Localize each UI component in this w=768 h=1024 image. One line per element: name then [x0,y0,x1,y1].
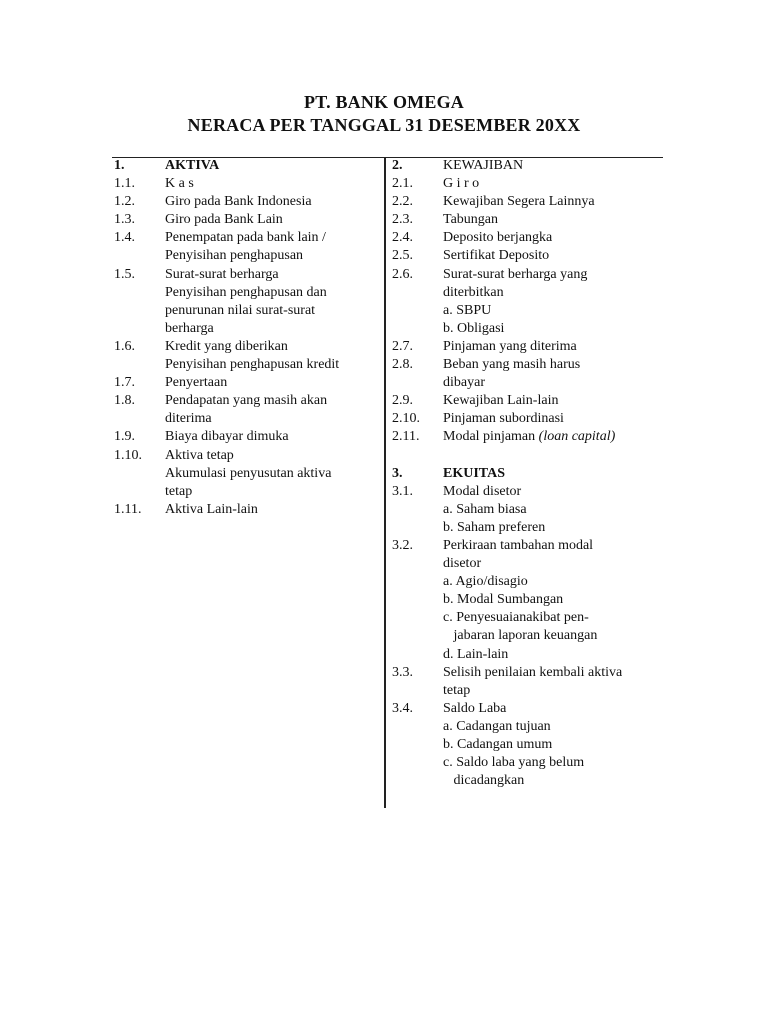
kewajiban-row-number: 2.9. [392,393,413,409]
aktiva-row [114,175,380,193]
kewajiban-row-label [443,410,664,428]
ekuitas-row [392,573,664,591]
aktiva-row-number: 1.4. [114,230,135,246]
aktiva-row-number: 1.1. [114,176,135,192]
kewajiban-row-number: 2.6. [392,266,413,282]
ekuitas-row [392,519,664,537]
aktiva-row [114,465,380,483]
aktiva-row-text: Giro pada Bank Indonesia [165,194,312,210]
kewajiban-row [392,338,664,356]
ekuitas-row-number [392,591,443,609]
kewajiban-row-text: Deposito berjangka [443,230,553,246]
aktiva-row [114,428,380,446]
kewajiban-row [392,211,664,229]
ekuitas-row-text: Selisih penilaian kembali aktiva [443,664,623,680]
aktiva-row-number [114,483,165,501]
aktiva-row-label [165,447,380,465]
ekuitas-row [392,754,664,772]
ekuitas-row-text: jabaran laporan keuangan [443,628,598,644]
aktiva-row-text: Pendapatan yang masih akan [165,393,328,409]
aktiva-row-number [114,356,165,374]
aktiva-row-label [165,392,380,410]
ekuitas-row-number: 3.4. [392,700,413,716]
aktiva-row-text: Penyisihan penghapusan kredit [165,357,340,373]
ekuitas-row-text: tetap [443,682,471,698]
aktiva-row-label [165,501,380,519]
aktiva-row-number: 1.7. [114,375,135,391]
ekuitas-row [392,501,664,519]
kewajiban-row-label [443,175,664,193]
kewajiban-row-label [443,284,664,302]
kewajiban-row-label [443,428,664,446]
ekuitas-row [392,664,664,682]
ekuitas-row-label [443,591,664,609]
ekuitas-row-text: a. Saham biasa [443,501,527,517]
aktiva-row-label [165,483,380,501]
aktiva-row-label [165,193,380,211]
ekuitas-row-text: c. Saldo laba yang belum [443,755,585,771]
kewajiban-row [392,284,664,302]
ekuitas-row [392,483,664,501]
aktiva-row [114,410,380,428]
aktiva-row-label [165,374,380,392]
aktiva-row-number [114,284,165,302]
aktiva-row-label [165,302,380,320]
aktiva-row-label [165,410,380,428]
aktiva-row [114,247,380,265]
kewajiban-row-text: dibayar [443,375,485,391]
aktiva-row [114,284,380,302]
ekuitas-row-label [443,772,664,790]
kewajiban-row [392,374,664,392]
ekuitas-row [392,700,664,718]
ekuitas-row-label [443,627,664,645]
ekuitas-row-number [392,718,443,736]
ekuitas-row-text: dicadangkan [443,773,525,789]
kewajiban-row [392,356,664,374]
ekuitas-row [392,736,664,754]
ekuitas-row-label [443,501,664,519]
ekuitas-row-number: 3.3. [392,664,413,680]
kewajiban-heading [392,157,664,175]
kewajiban-heading-label: KEWAJIBAN [443,158,524,173]
aktiva-row-number: 1.2. [114,194,135,210]
ekuitas-heading-number: 3. [392,465,403,481]
ekuitas-row-number [392,682,443,700]
aktiva-row [114,483,380,501]
ekuitas-heading-label: EKUITAS [443,465,505,481]
kewajiban-row-label [443,247,664,265]
aktiva-row [114,302,380,320]
aktiva-row-text: Aktiva Lain-lain [165,501,258,517]
aktiva-row-text: Kredit yang diberikan [165,338,288,354]
kewajiban-row-text: a. SBPU [443,302,492,318]
kewajiban-row-text: Sertifikat Deposito [443,248,550,264]
kewajiban-row-number: 2.8. [392,357,413,373]
ekuitas-row-label [443,519,664,537]
kewajiban-row [392,392,664,410]
ekuitas-row-text: Saldo Laba [443,700,507,716]
ekuitas-row-label [443,664,664,682]
kewajiban-row-number: 2.5. [392,248,413,264]
ekuitas-row-number [392,555,443,573]
aktiva-row-text: Giro pada Bank Lain [165,212,283,228]
kewajiban-row-text: Beban yang masih harus [443,357,581,373]
aktiva-row-text: Penyisihan penghapusan dan [165,284,327,300]
kewajiban-row-number: 2.10. [392,411,420,427]
kewajiban-row-text: b. Obligasi [443,320,505,336]
kewajiban-row-label [443,356,664,374]
aktiva-row-label [165,247,380,265]
kewajiban-row-number [392,374,443,392]
kewajiban-rows [392,175,664,446]
aktiva-row-label [165,428,380,446]
ekuitas-row [392,555,664,573]
kewajiban-row-label [443,374,664,392]
kewajiban-row-text: G i r o [443,176,480,192]
ekuitas-row-label [443,483,664,501]
kewajiban-row-label [443,392,664,410]
kewajiban-row [392,193,664,211]
aktiva-row-label [165,284,380,302]
aktiva-row-number: 1.6. [114,338,135,354]
kewajiban-row-number: 2.11. [392,429,420,445]
ekuitas-row-text: c. Penyesuaianakibat pen- [443,610,589,626]
ekuitas-rows [392,483,664,791]
ekuitas-row-label [443,537,664,555]
ekuitas-row-label [443,646,664,664]
aktiva-row [114,356,380,374]
aktiva-column [114,157,380,519]
aktiva-row [114,501,380,519]
kewajiban-row-label [443,302,664,320]
kewajiban-row-text: Kewajiban Lain-lain [443,393,559,409]
ekuitas-row [392,537,664,555]
kewajiban-row [392,302,664,320]
aktiva-row-label [165,229,380,247]
aktiva-row [114,211,380,229]
ekuitas-row-label [443,700,664,718]
aktiva-row-label [165,356,380,374]
aktiva-row-number [114,247,165,265]
aktiva-row-text: Penyisihan penghapusan [165,248,304,264]
kewajiban-row-text: diterbitkan [443,284,504,300]
ekuitas-row-label [443,609,664,627]
ekuitas-row-number [392,501,443,519]
aktiva-row-text: Penempatan pada bank lain / [165,230,326,246]
ekuitas-row-number [392,627,443,645]
aktiva-row-label [165,320,380,338]
kewajiban-row-label [443,229,664,247]
ekuitas-heading [392,465,664,483]
ekuitas-row [392,609,664,627]
kewajiban-row [392,247,664,265]
ekuitas-row-number [392,736,443,754]
aktiva-row-text: Biaya dibayar dimuka [165,429,289,445]
ekuitas-row-text: d. Lain-lain [443,646,509,662]
aktiva-row-text: Aktiva tetap [165,447,234,463]
aktiva-row [114,374,380,392]
kewajiban-row-number: 2.2. [392,194,413,210]
aktiva-row-label [165,465,380,483]
aktiva-row-number [114,302,165,320]
ekuitas-row-label [443,718,664,736]
ekuitas-row-text: a. Cadangan tujuan [443,718,551,734]
kewajiban-row-number: 2.3. [392,212,413,228]
aktiva-row [114,266,380,284]
aktiva-row-number: 1.8. [114,393,135,409]
aktiva-row-label [165,338,380,356]
aktiva-row-number [114,320,165,338]
kewajiban-row [392,229,664,247]
kewajiban-row-text: Pinjaman subordinasi [443,411,564,427]
aktiva-row-number: 1.11. [114,501,142,517]
kewajiban-row-text: Kewajiban Segera Lainnya [443,194,595,210]
kewajiban-row-number: 2.1. [392,176,413,192]
ekuitas-row [392,627,664,645]
kewajiban-row-text: Pinjaman yang diterima [443,338,577,354]
kewajiban-row [392,320,664,338]
aktiva-row-text: berharga [165,320,214,336]
aktiva-row [114,193,380,211]
aktiva-row-number: 1.9. [114,429,135,445]
aktiva-row-number: 1.5. [114,266,135,282]
aktiva-row [114,392,380,410]
aktiva-row-text: Penyertaan [165,375,228,391]
ekuitas-row-number [392,772,443,790]
aktiva-row-text: Surat-surat berharga [165,266,279,282]
kewajiban-row-label [443,211,664,229]
aktiva-row-number: 1.10. [114,447,142,463]
kewajiban-row-label [443,338,664,356]
aktiva-row-number: 1.3. [114,212,135,228]
ekuitas-row-text: b. Modal Sumbangan [443,592,564,608]
ekuitas-row-number [392,609,443,627]
aktiva-heading [114,157,380,175]
ekuitas-row-number [392,646,443,664]
kewajiban-row-number [392,284,443,302]
kewajiban-row-number [392,320,443,338]
aktiva-rows [114,175,380,519]
aktiva-row-number [114,465,165,483]
kewajiban-row-label [443,320,664,338]
ekuitas-row-label [443,754,664,772]
aktiva-row [114,447,380,465]
kewajiban-row-text: Tabungan [443,212,499,228]
ekuitas-row [392,718,664,736]
ekuitas-row-number: 3.1. [392,483,413,499]
kewajiban-row-text: Modal pinjaman [443,429,539,445]
ekuitas-row-text: Modal disetor [443,483,522,499]
ekuitas-row-text: a. Agio/disagio [443,574,528,590]
ekuitas-row-number [392,573,443,591]
aktiva-row-text: penurunan nilai surat-surat [165,302,316,318]
passiva-column [392,157,664,790]
aktiva-row [114,338,380,356]
company-title: PT. BANK OMEGA [304,92,464,112]
column-divider [384,157,386,808]
aktiva-heading-label: AKTIVA [165,158,220,173]
kewajiban-row [392,428,664,446]
ekuitas-row [392,591,664,609]
kewajiban-heading-number: 2. [392,158,403,173]
ekuitas-row-label [443,555,664,573]
kewajiban-row [392,266,664,284]
balance-sheet-title: NERACA PER TANGGAL 31 DESEMBER 20XX [187,115,581,135]
aktiva-heading-number: 1. [114,158,125,173]
kewajiban-row [392,175,664,193]
ekuitas-row-label [443,573,664,591]
kewajiban-row-label [443,266,664,284]
ekuitas-row-text: b. Saham preferen [443,519,546,535]
kewajiban-row-italic-note: (loan capital) [538,429,616,445]
aktiva-row-text: tetap [165,483,193,499]
kewajiban-row [392,410,664,428]
ekuitas-row-label [443,682,664,700]
aktiva-row-label [165,211,380,229]
aktiva-row-text: diterima [165,411,212,427]
ekuitas-row-number [392,754,443,772]
ekuitas-row-number: 3.2. [392,537,413,553]
kewajiban-row-label [443,193,664,211]
aktiva-row-number [114,410,165,428]
kewajiban-row-text: Surat-surat berharga yang [443,266,588,282]
ekuitas-row [392,646,664,664]
aktiva-row-text: Akumulasi penyusutan aktiva [165,465,332,481]
kewajiban-row-number: 2.7. [392,338,413,354]
aktiva-row-text: K a s [165,176,194,192]
ekuitas-row-number [392,519,443,537]
ekuitas-row [392,682,664,700]
ekuitas-row-text: Perkiraan tambahan modal [443,537,594,553]
ekuitas-row-label [443,736,664,754]
aktiva-row-label [165,266,380,284]
aktiva-row-label [165,175,380,193]
ekuitas-row-text: disetor [443,556,482,572]
section-gap [392,447,664,465]
ekuitas-row-text: b. Cadangan umum [443,737,553,752]
aktiva-row [114,320,380,338]
aktiva-row [114,229,380,247]
kewajiban-row-number: 2.4. [392,230,413,246]
ekuitas-row [392,772,664,790]
kewajiban-row-number [392,302,443,320]
